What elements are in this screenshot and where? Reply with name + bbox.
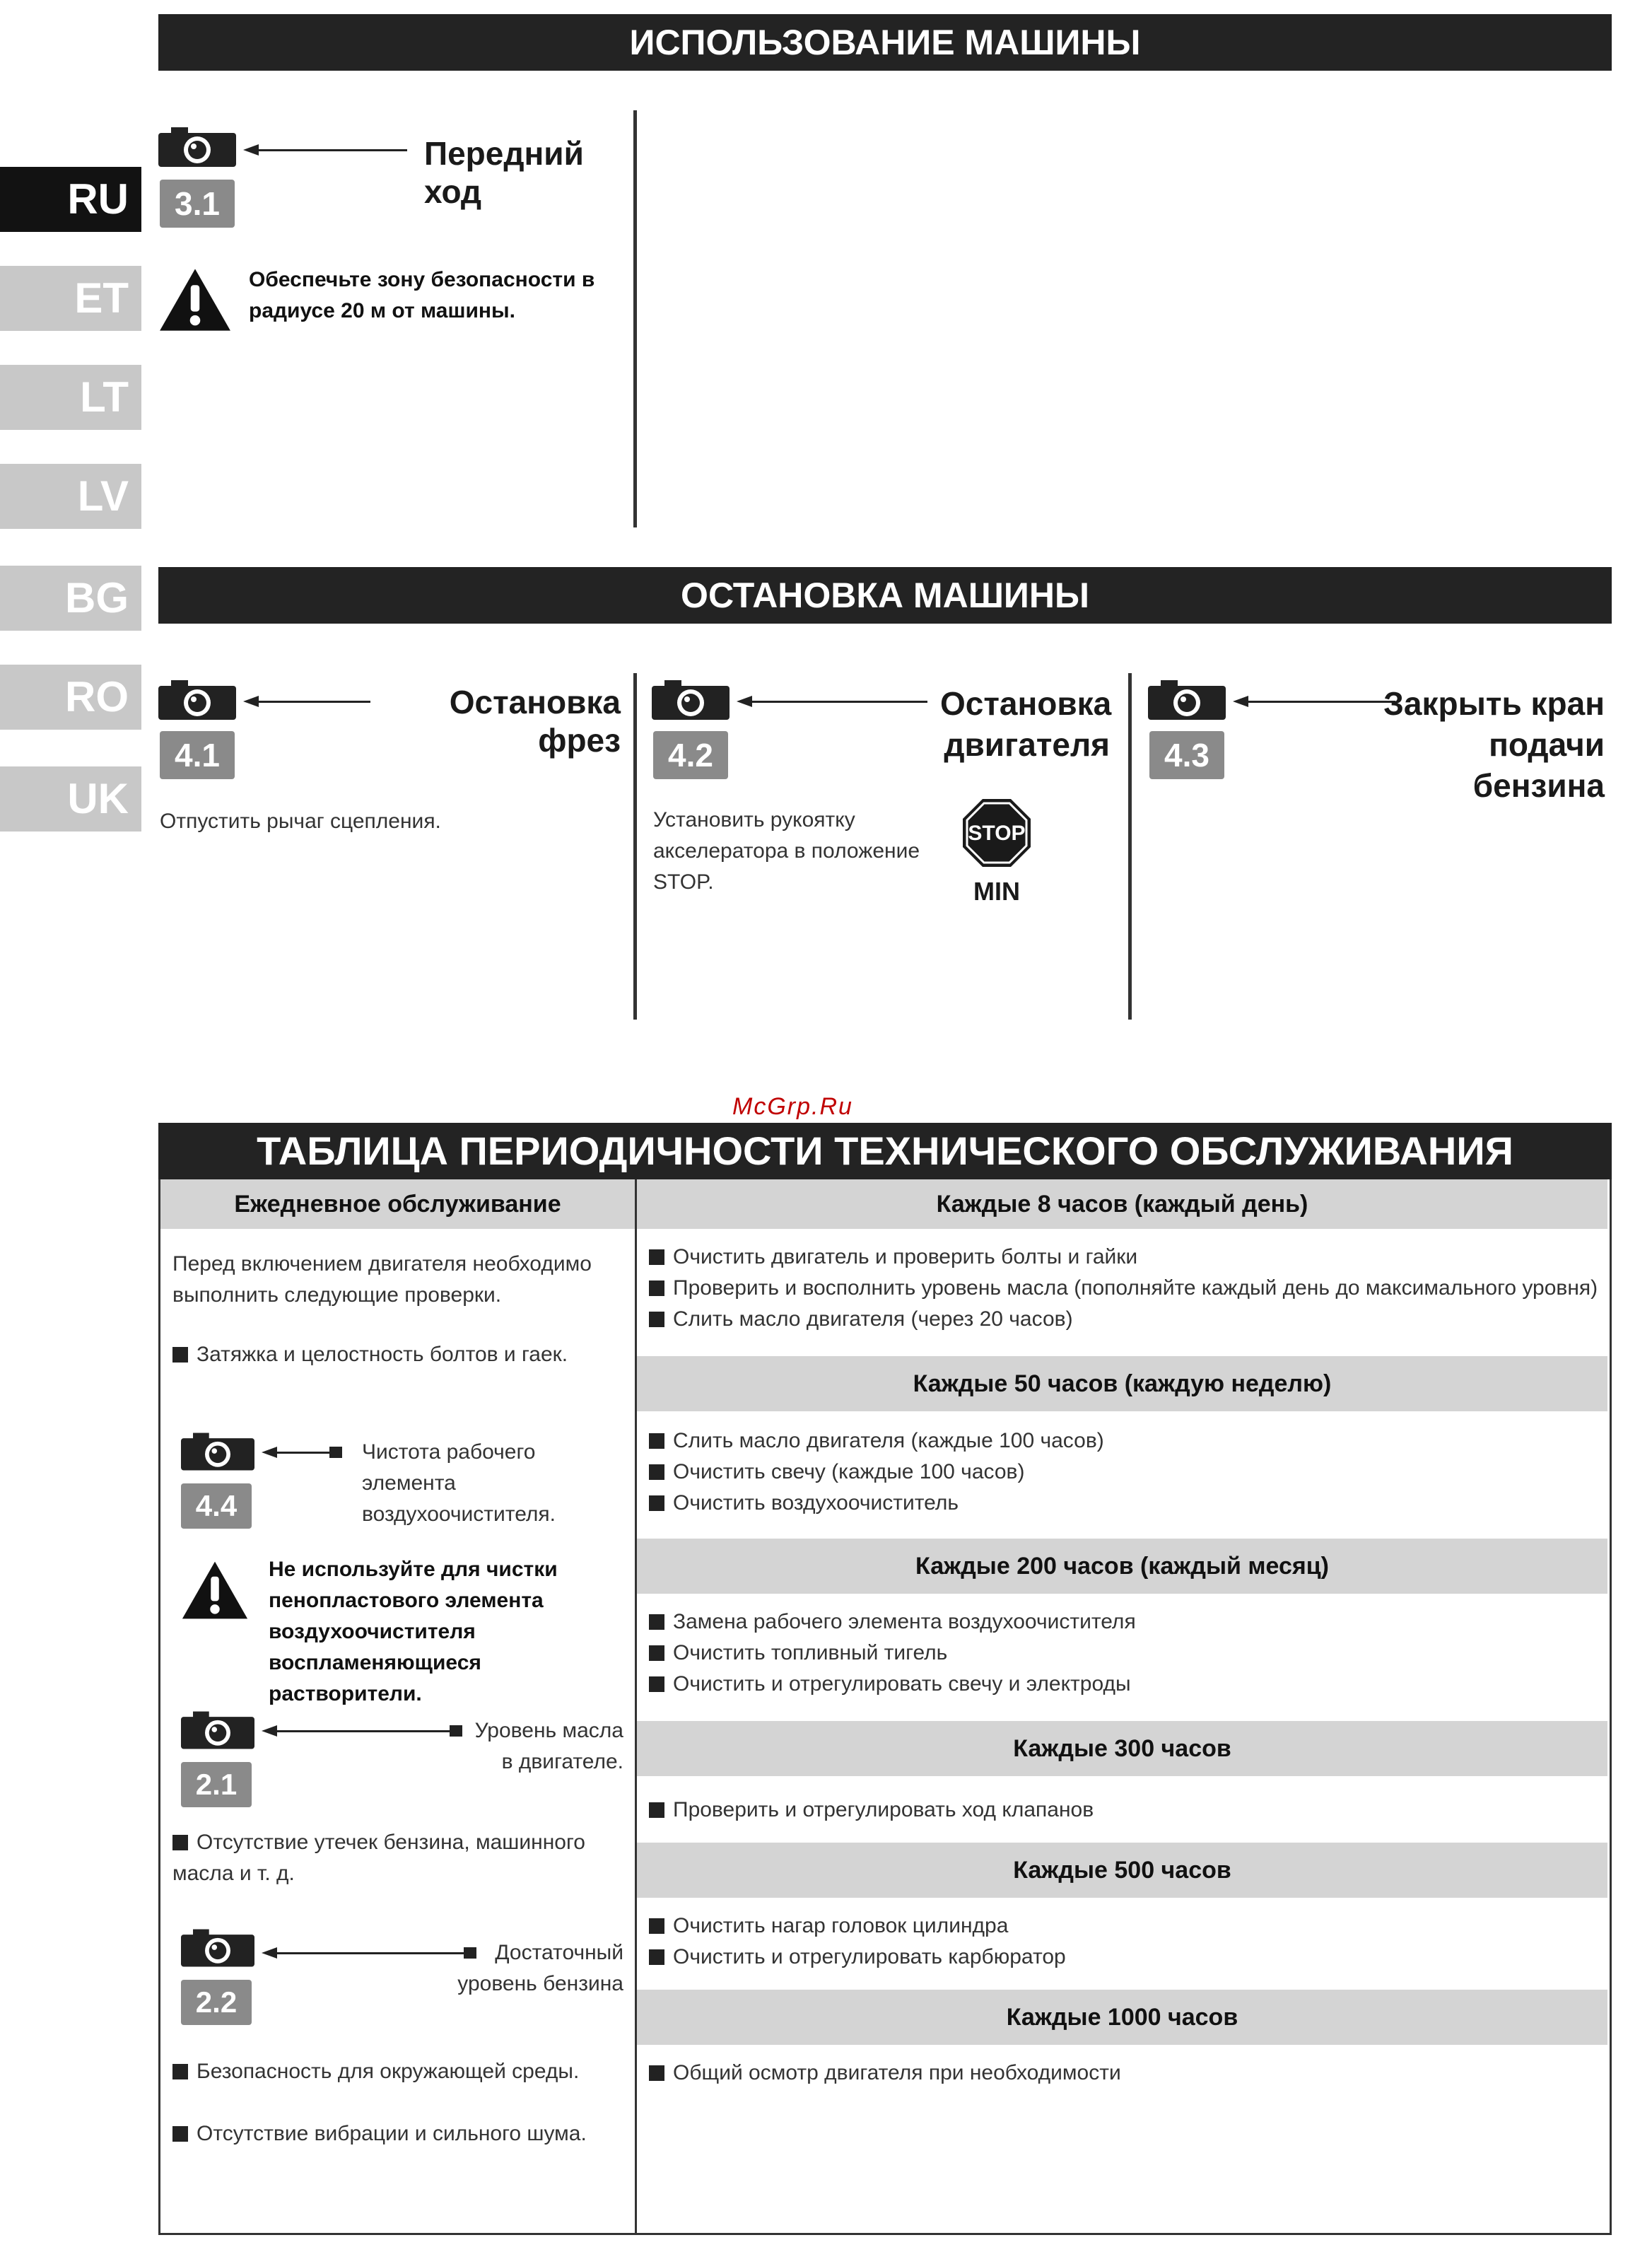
arrow-left-icon	[262, 1447, 344, 1458]
daily-item-text: Безопасность для окружающей среды.	[197, 2060, 580, 2083]
step-text-throttle-stop: Установить рукоятку акселератора в положение STOP.	[653, 808, 920, 894]
arrow-left-icon	[243, 144, 407, 156]
interval-header-1000h: Каждые 1000 часов	[637, 1990, 1607, 2045]
list-item-text: Проверить и восполнить уровень масла (пополняйте каждый день до максимального уровня)	[673, 1276, 1598, 1300]
min-caption: MIN	[973, 877, 1020, 906]
step-label-stop-engine	[940, 683, 1110, 765]
language-tab-ro[interactable]: RO	[0, 665, 141, 730]
list-item	[649, 1425, 1603, 1457]
interval-list-300h	[649, 1795, 1603, 1826]
daily-intro: Перед включением двигателя необходимо выполнить следующие проверки.	[172, 1252, 592, 1307]
camera-icon	[181, 1433, 254, 1471]
language-tab-lt[interactable]: LT	[0, 365, 141, 430]
daily-item-text: Отсутствие утечек бензина, машинного масла и т. д.	[172, 1831, 585, 1885]
daily-maintenance-header: Ежедневное обслуживание	[160, 1179, 635, 1229]
interval-header-300h: Каждые 300 часов	[637, 1721, 1607, 1776]
warning-icon	[158, 267, 232, 332]
stop-sign-text: STOP	[968, 822, 1026, 845]
interval-header-50h: Каждые 50 часов (каждую неделю)	[637, 1356, 1607, 1411]
daily-item-text: Отсутствие вибрации и сильного шума.	[197, 2122, 587, 2145]
list-item-text: Очистить и отрегулировать карбюратор	[673, 1945, 1066, 1968]
daily-item-noise	[172, 2118, 625, 2149]
camera-icon	[158, 680, 236, 720]
language-tab-bg[interactable]: BG	[0, 566, 141, 631]
arrow-left-icon	[262, 1725, 464, 1737]
interval-header-200h: Каждые 200 часов (каждый месяц)	[637, 1539, 1607, 1594]
daily-item-bolts	[172, 1339, 625, 1370]
list-item	[649, 1273, 1603, 1304]
stop-sign-icon	[961, 798, 1032, 868]
figure-badge-2-1: 2.1	[181, 1762, 252, 1807]
list-item	[649, 1942, 1603, 1973]
camera-icon	[181, 1711, 254, 1749]
section-usage-title: ИСПОЛЬЗОВАНИЕ МАШИНЫ	[158, 14, 1612, 71]
step-label-forward: Передний ход	[424, 135, 584, 210]
figure-badge-4-3: 4.3	[1149, 731, 1224, 779]
language-tab-lv[interactable]: LV	[0, 464, 141, 529]
interval-list-1000h	[649, 2058, 1603, 2089]
list-item	[649, 1242, 1603, 1273]
step-label-line: двигателя	[944, 726, 1110, 763]
table-column-divider	[635, 1179, 637, 2233]
divider	[1128, 673, 1132, 1020]
interval-list-50h	[649, 1425, 1603, 1519]
figure-badge-4-1: 4.1	[160, 731, 235, 779]
list-item	[649, 1304, 1603, 1335]
list-item-text: Очистить топливный тигель	[673, 1641, 948, 1664]
interval-header-8h: Каждые 8 часов (каждый день)	[637, 1179, 1607, 1229]
step-text-fuel-level: Достаточный уровень бензина	[457, 1941, 623, 1995]
watermark: McGrp.Ru	[732, 1093, 853, 1120]
list-item	[649, 1457, 1603, 1488]
list-item-text: Очистить двигатель и проверить болты и гайки	[673, 1245, 1138, 1268]
safety-warning: Обеспечьте зону безопасности в радиусе 20 м от машины.	[249, 268, 595, 322]
language-tab-ru[interactable]: RU	[0, 167, 141, 232]
list-item	[649, 1910, 1603, 1942]
divider	[633, 110, 637, 527]
list-item	[649, 1795, 1603, 1826]
step-text-oil-level: Уровень масла в двигателе.	[474, 1719, 623, 1773]
solvent-warning: Не используйте для чистки пенопластового элемента воздухоочистителя воспламеняющиеся растворители.	[269, 1558, 558, 1705]
list-item-text: Замена рабочего элемента воздухоочистителя	[673, 1610, 1136, 1633]
list-item-text: Проверить и отрегулировать ход клапанов	[673, 1798, 1094, 1821]
step-text-air-filter-clean: Чистота рабочего элемента воздухоочистителя.	[362, 1440, 556, 1526]
list-item-text: Общий осмотр двигателя при необходимости	[673, 2061, 1121, 2084]
camera-icon	[181, 1929, 254, 1967]
list-item-text: Слить масло двигателя (через 20 часов)	[673, 1307, 1073, 1331]
maintenance-table-title: ТАБЛИЦА ПЕРИОДИЧНОСТИ ТЕХНИЧЕСКОГО ОБСЛУЖИВАНИЯ	[158, 1123, 1612, 1179]
list-item	[649, 1606, 1603, 1638]
divider	[633, 673, 637, 1020]
list-item	[649, 1669, 1603, 1700]
camera-icon	[1148, 680, 1226, 720]
figure-badge-3-1: 3.1	[160, 180, 235, 228]
step-label-close-fuel-valve	[1364, 683, 1605, 806]
step-label-line: Закрыть кран	[1383, 685, 1605, 722]
figure-badge-4-2: 4.2	[653, 731, 728, 779]
figure-badge-2-2: 2.2	[181, 1980, 252, 2025]
list-item	[649, 2058, 1603, 2089]
language-tab-uk[interactable]: UK	[0, 766, 141, 832]
step-label-line: подачи бензина	[1472, 726, 1605, 804]
interval-list-200h	[649, 1606, 1603, 1700]
interval-list-500h	[649, 1910, 1603, 1973]
daily-item-environment	[172, 2056, 625, 2087]
step-label-line: Остановка	[940, 685, 1112, 722]
list-item	[649, 1488, 1603, 1519]
section-stop-title: ОСТАНОВКА МАШИНЫ	[158, 567, 1612, 624]
list-item-text: Очистить нагар головок цилиндра	[673, 1914, 1009, 1937]
step-label-stop-tillers: Остановка фрез	[449, 684, 621, 759]
interval-list-8h	[649, 1242, 1603, 1335]
figure-badge-4-4: 4.4	[181, 1483, 252, 1529]
daily-item-leaks	[172, 1827, 611, 1889]
list-item-text: Очистить и отрегулировать свечу и электроды	[673, 1672, 1131, 1696]
camera-icon	[652, 680, 730, 720]
warning-icon	[181, 1560, 249, 1621]
language-tab-et[interactable]: ET	[0, 266, 141, 331]
arrow-left-icon	[243, 696, 370, 707]
interval-header-500h: Каждые 500 часов	[637, 1843, 1607, 1898]
list-item-text: Очистить свечу (каждые 100 часов)	[673, 1460, 1025, 1483]
list-item-text: Слить масло двигателя (каждые 100 часов)	[673, 1429, 1104, 1452]
camera-icon	[158, 127, 236, 167]
daily-item-text: Затяжка и целостность болтов и гаек.	[197, 1343, 568, 1366]
step-text-release-clutch: Отпустить рычаг сцепления.	[160, 810, 441, 833]
list-item-text: Очистить воздухоочиститель	[673, 1491, 959, 1515]
arrow-left-icon	[737, 696, 927, 707]
list-item	[649, 1638, 1603, 1669]
